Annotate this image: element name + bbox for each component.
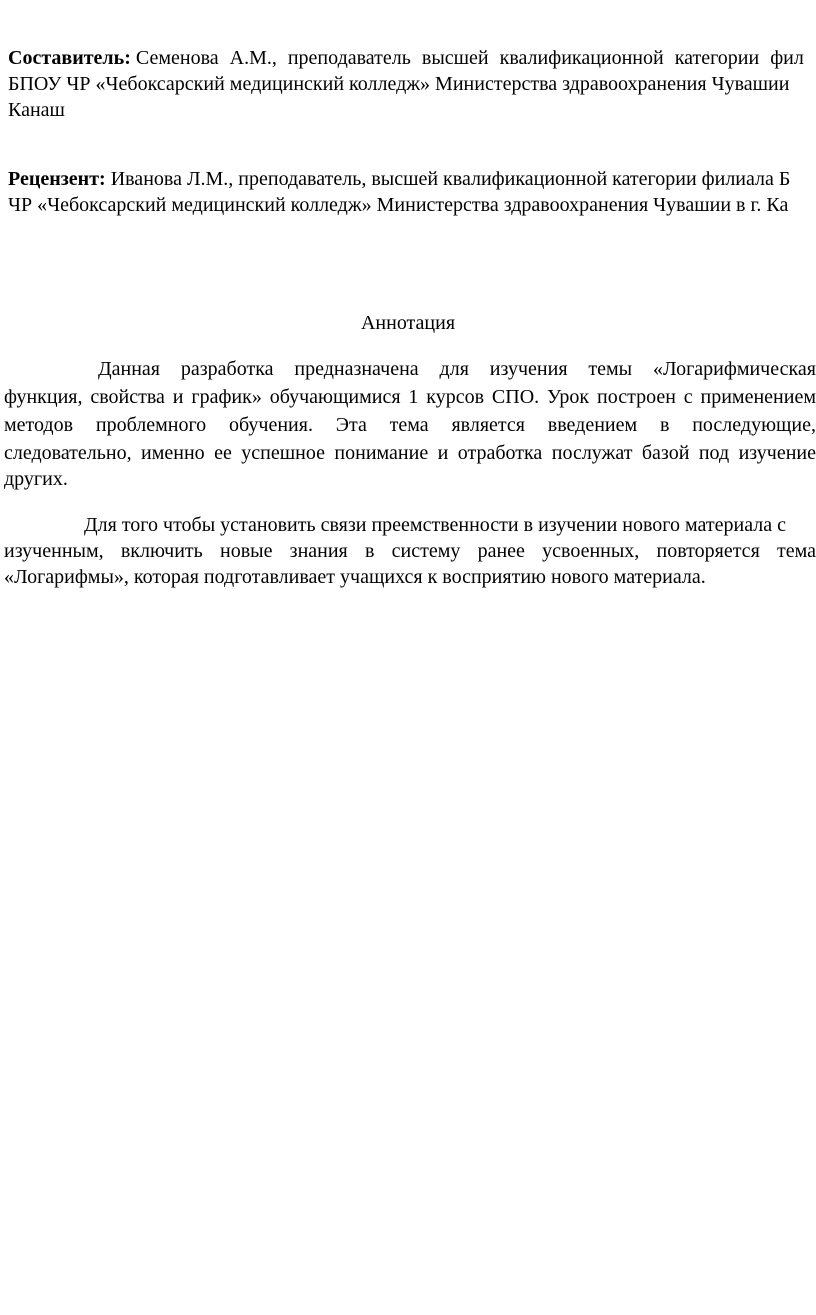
composer-text-1: Семенова А.М., преподаватель высшей квалификационной категории фил: [135, 47, 804, 69]
composer-label: Составитель:: [8, 47, 131, 69]
annotation-p1-line-3: методов проблемного обучения. Эта тема является введением в последующие,: [4, 414, 816, 436]
composer-line-1: [8, 45, 816, 71]
annotation-p1-line-2: функция, свойства и график» обучающимися 1 курсов СПО. Урок построен с применением: [4, 386, 816, 408]
annotation-p1-line-1: Данная разработка предназначена для изучения темы «Логарифмическая: [98, 358, 816, 380]
reviewer-text-1: Иванова Л.М., преподаватель, высшей квалификационной категории филиала Б: [110, 168, 791, 190]
annotation-p1-line-4: следовательно, именно ее успешное понимание и отработка послужат базой под изучение: [4, 442, 816, 464]
reviewer-text-2: ЧР «Чебоксарский медицинский колледж» Министерства здравоохранения Чувашии в г. Ка: [8, 194, 789, 216]
annotation-title: Аннотация: [360, 312, 456, 334]
annotation-p2-line-3: «Логарифмы», которая подготавливает учащихся к восприятию нового материала.: [4, 566, 706, 588]
composer-text-3: Канаш: [8, 99, 65, 121]
reviewer-label: Рецензент:: [8, 168, 106, 190]
annotation-p1-line-5: других.: [4, 468, 68, 490]
reviewer-line-1: [8, 166, 816, 192]
composer-text-2: БПОУ ЧР «Чебоксарский медицинский колледж» Министерства здравоохранения Чувашии: [8, 73, 790, 95]
annotation-p2-line-2: изученным, включить новые знания в систему ранее усвоенных, повторяется тема: [4, 540, 816, 562]
annotation-p2-line-1: Для того чтобы установить связи преемственности в изучении нового материала с: [84, 514, 786, 536]
